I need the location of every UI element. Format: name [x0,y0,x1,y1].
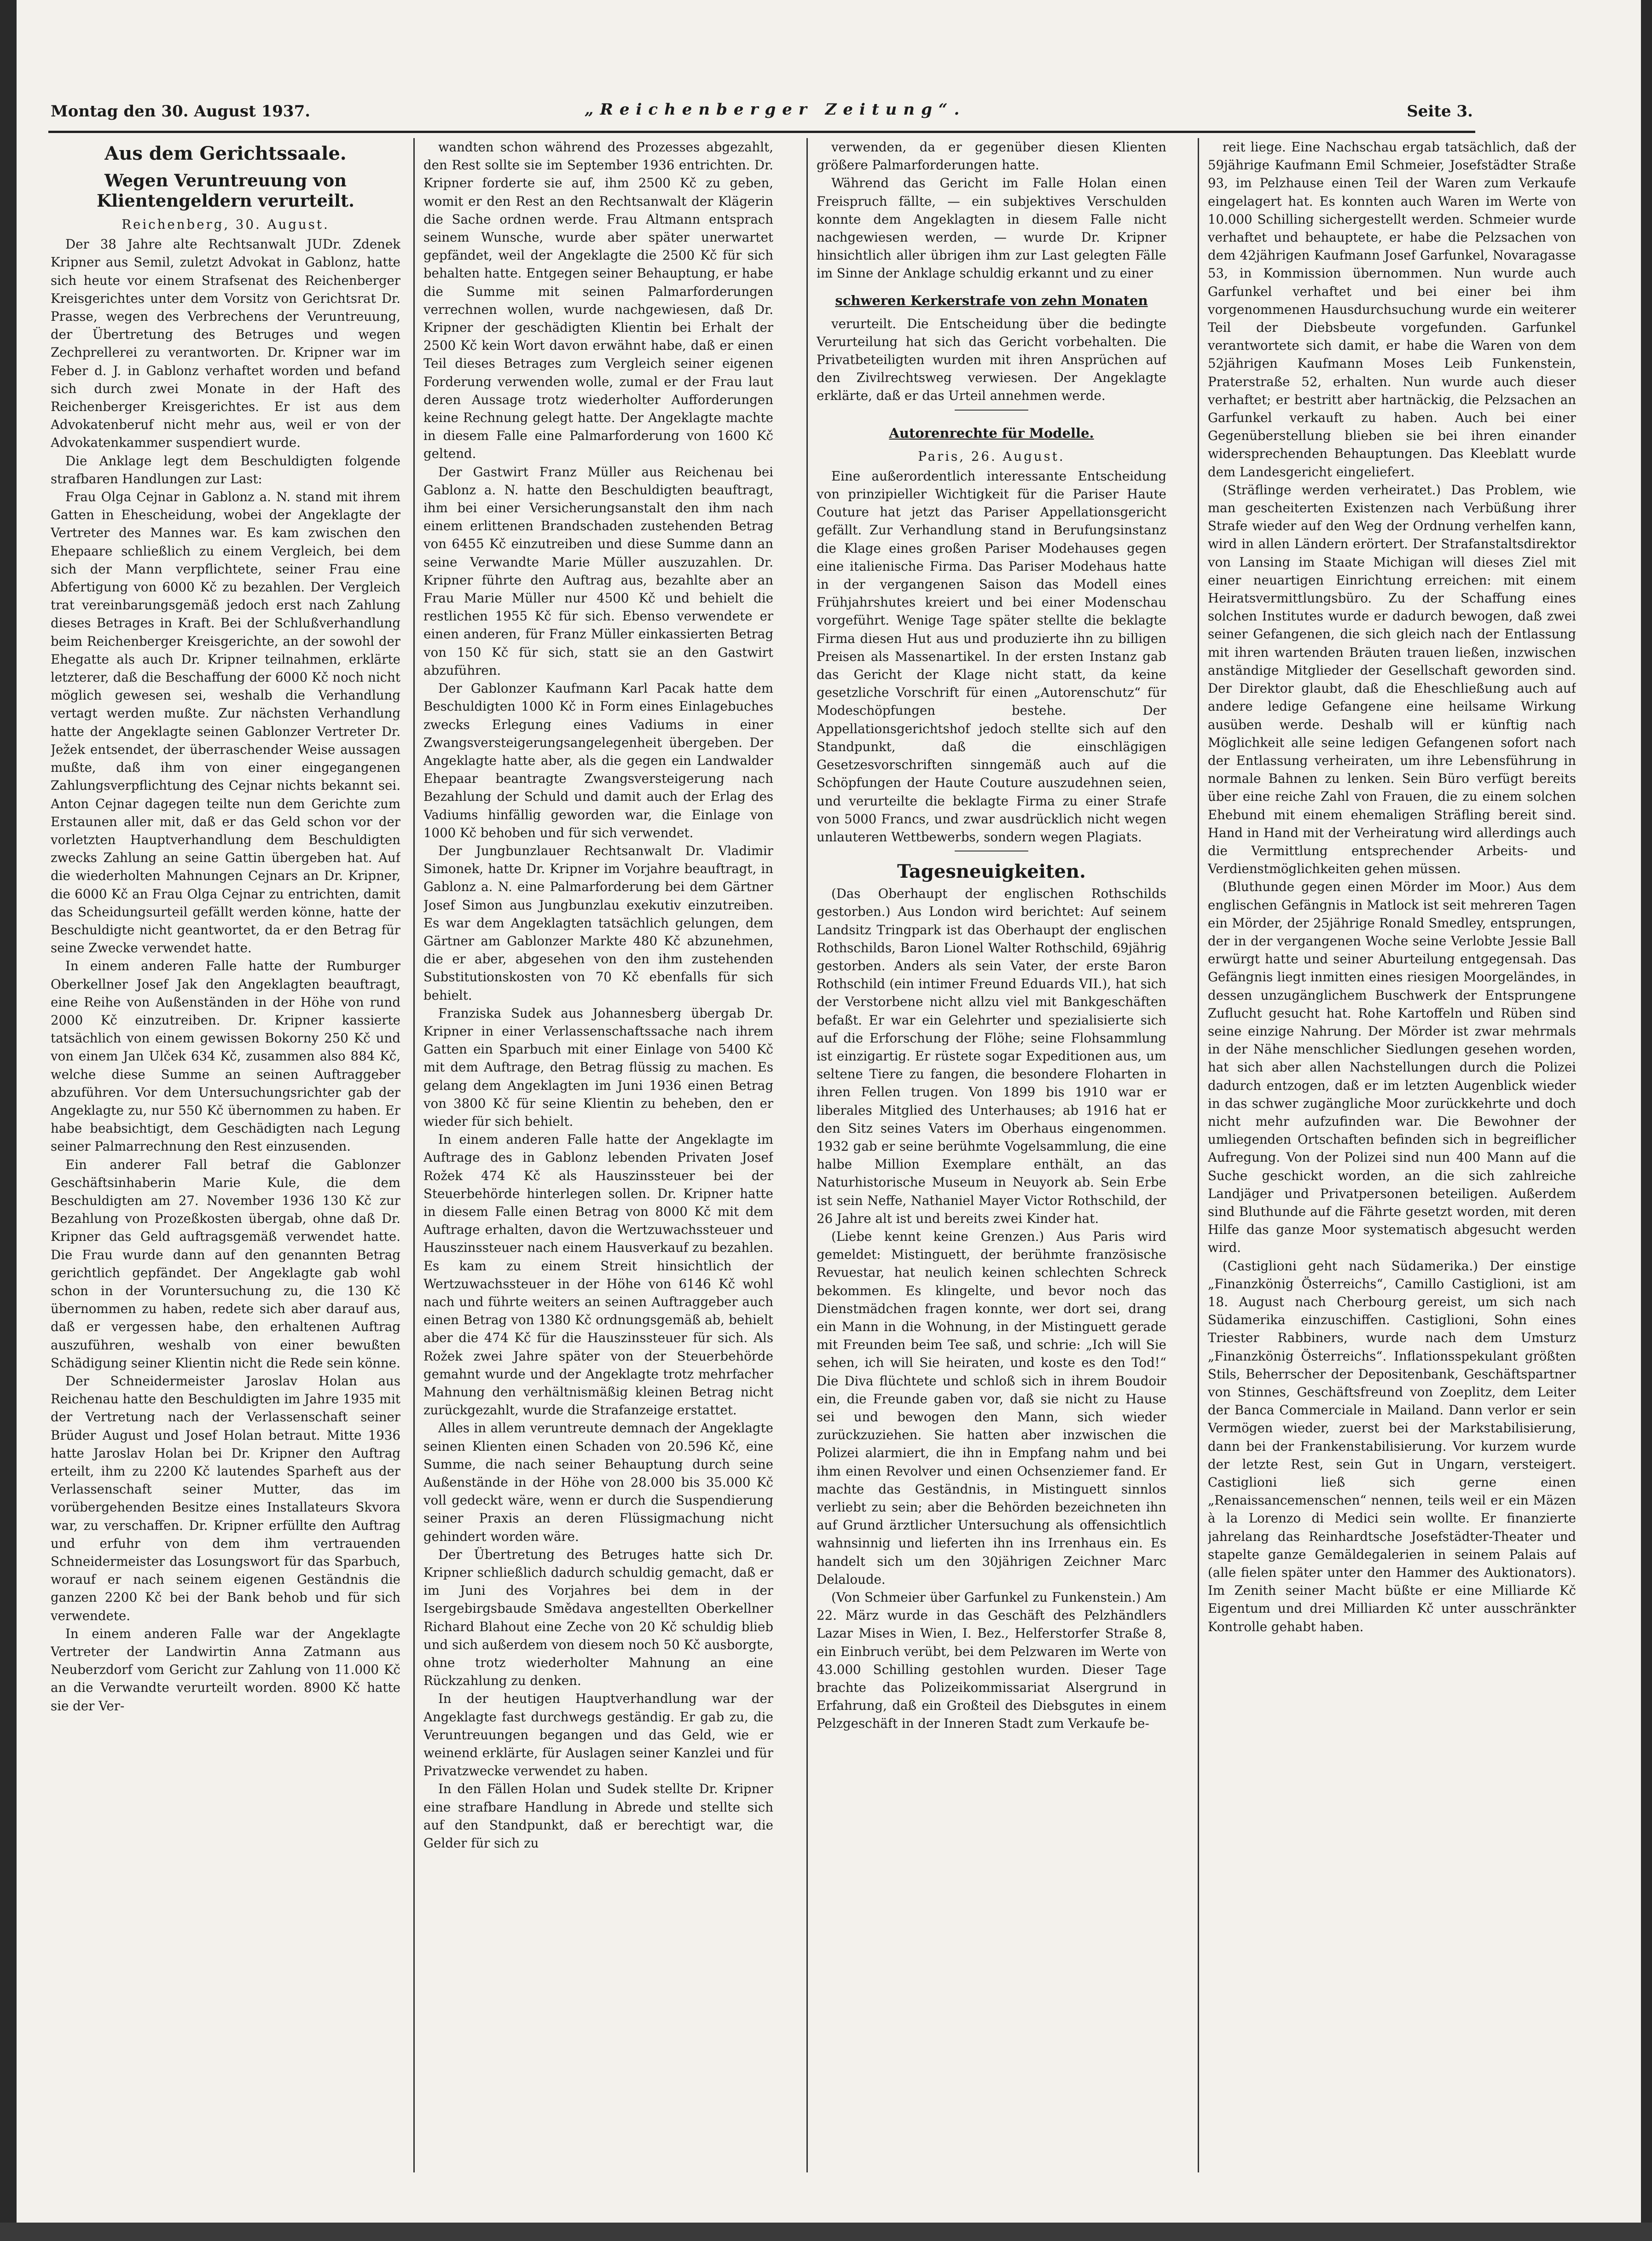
article-subhead: Autorenrechte für Modelle. [889,425,1094,441]
article-paragraph: Der Gablonzer Kaufmann Karl Pacak hatte dem Beschuldigten 1000 Kč in Form eines Einlagebuches zwecks Erlegung eines Vadiums in einer Zwangsversteigerungsangelegenheit übergeben. Der Angeklagte hatte aber, als die gegen ein Landwalder Ehepaar beantragte Zwangsversteigerung nach Bezahlung der Schuld und damit auch der Erlag des Vadiums hinfällig geworden war, die Einlage von 1000 Kč behoben und für sich verwendet. [423,681,773,840]
article-paragraph: (Bluthunde gegen einen Mörder im Moor.) Aus dem englischen Gefängnis in Matlock ist seit mehreren Tagen ein Mörder, der 25jährige Ronald Smedley, entsprungen, der in der vergangenen Woche seine Verlobte Jessie Ball erwürgt hatte und seiner Aburteilung entgegensah. Das Gefängnis liegt inmitten eines riesigen Moorgeländes, in dessen unzugänglichem Buschwerk der Entsprungene Zuflucht gesucht hat. Rohe Kartoffeln und Rüben sind seine einzige Nahrung. Der Mörder ist zwar mehrmals in der Nähe menschlicher Siedlungen gesehen worden, hat sich aber allen Nachstellungen durch die Polizei dadurch entzogen, daß er im letzten Augenblick wieder in das schwer zugängliche Moor zurückkehrte und doch nicht mehr aufzufinden war. Die Bewohner der umliegenden Ortschaften befinden sich in begreiflicher Aufregung. Von der Polizei sind nun 400 Mann auf die Suche geschickt worden, an die sich zahlreiche Landjäger und Privatpersonen beteiligen. Außerdem sind Bluthunde auf die Fährte gesetzt worden, mit deren Hilfe das ganze Moor systematisch abgesucht werden wird. [1208,879,1576,1256]
section-rule-line [955,410,1028,411]
article-paragraph: wandten schon während des Prozesses abgezahlt, den Rest sollte sie im September 1936 entrichten. Dr. Kripner forderte sie auf, ihm 2500 Kč zu geben, womit er den Rest an den Rechtsanwalt der Klägerin die Sache ordnen werde. Frau Altmann entsprach seinem Wunsche, wurde aber später unerwartet gepfändet, weil der Angeklagte die 2500 Kč für sich behalten hatte. Entgegen seiner Behauptung, er habe die Summe mit seinen Palmarforderungen verrechnen wollen, wurde nachgewiesen, daß Dr. Kripner der geschädigten Klientin bei Erhalt der 2500 Kč kein Wort davon erwähnt habe, daß er einen Teil dieses Betrages zum Vergleich seiner eigenen Forderung verwenden wolle, zumal er der Frau laut deren Aussage trotz wiederholter Aufforderungen keine Rechnung gelegt hatte. Der Angeklagte machte in diesem Falle eine Palmarforderung von 1600 Kč geltend. [423,139,773,462]
article-paragraph: reit liege. Eine Nachschau ergab tatsächlich, daß der 59jährige Kaufmann Emil Schmeier, Josefstädter Straße 93, im Pelzhause einen Teil der Waren zum Verkaufe eingelagert hat. Es konnten auch Waren im Werte von 10.000 Schilling sichergestellt werden. Schmeier wurde verhaftet und behauptete, er habe die Pelzsachen von dem 42jährigen Kaufmann Josef Garfunkel, Novaragasse 53, in Kommission übernommen. Nun wurde auch Garfunkel verhaftet und bei einer bei ihm vorgenommenen Hausdurchsuchung wurde ein weiterer Teil der Diebsbeute vorgefunden. Garfunkel verantwortete sich damit, er habe die Waren von dem 52jährigen Kaufmann Moses Leib Funkenstein, Praterstraße 52, erhalten. Nun wurde auch dieser verhaftet; er bestritt aber hartnäckig, die Pelzsachen an Garfunkel verkauft zu haben. Auch bei einer Gegenüberstellung blieben sie bei ihren einander widersprechenden Behauptungen. Das Kleeblatt wurde dem Landesgericht eingeliefert. [1208,139,1576,480]
article-paragraph: Frau Olga Cejnar in Gablonz a. N. stand mit ihrem Gatten in Ehescheidung, wobei der Angeklagte der Vertreter des Mannes war. Es kam zwischen den Ehepaare schließlich zu einem Vergleich, bei dem sich der Mann verpflichtete, seiner Frau eine Abfertigung von 6000 Kč zu bezahlen. Der Vergleich trat vereinbarungsgemäß jedoch erst nach Zahlung dieses Betrages in Kraft. Bei der Schlußverhandlung beim Reichenberger Kreisgerichte, an der sowohl der Ehegatte als auch Dr. Kripner teilnahmen, erklärte letzterer, daß die Beschaffung der 6000 Kč noch nicht möglich gewesen sei, weshalb die Verhandlung vertagt werden mußte. Zur nächsten Verhandlung hatte der Angeklagte seinen Gablonzer Vertreter Dr. Ježek entsendet, der überraschender Weise aussagen mußte, daß ihm von einer eingegangenen Zahlungsverpflichtung des Cejnar nichts bekannt sei. Anton Cejnar dagegen teilte nun dem Gerichte zum Erstaunen aller mit, daß er das Geld schon vor der vorletzten Hauptverhandlung dem Beschuldigten zwecks Zahlung an seine Gattin übergeben hat. Auf die wiederholten Mahnungen Cejnars an Dr. Kripner, die 6000 Kč an Frau Olga Cejnar zu entrichten, damit das Scheidungsurteil gefällt werden könne, hatte der Beschuldigte nicht geantwortet, da er den Betrag für seine Zwecke verwendet hatte. [51,489,400,956]
article-paragraph: Ein anderer Fall betraf die Gablonzer Geschäftsinhaberin Marie Kule, die dem Beschuldigten am 27. November 1936 130 Kč zur Bezahlung von Prozeßkosten übergab, ohne daß Dr. Kripner das Geld auftragsgemäß verwendet hatte. Die Frau wurde dann auf den genannten Betrag gerichtlich gepfändet. Der Angeklagte gab wohl schon in der Voruntersuchung zu, die 130 Kč übernommen zu haben, redete sich aber darauf aus, daß er vergessen habe, den erhaltenen Auftrag auszuführen, weshalb von einer bewußten Schädigung seiner Klientin nicht die Rede sein könne. [51,1157,400,1371]
article-paragraph: In den Fällen Holan und Sudek stellte Dr. Kripner eine strafbare Handlung in Abrede und stellte sich auf den Standpunkt, daß er berechtigt war, die Gelder für sich zu [423,1781,773,1851]
column-divider [1198,138,1199,2172]
article-paragraph: In einem anderen Falle hatte der Rumburger Oberkellner Josef Jak den Angeklagten beauftragt, eine Reihe von Außenständen in der Höhe von rund 2000 Kč einzutreiben. Dr. Kripner kassierte tatsächlich von einem gewissen Bokorny 250 Kč und von einem Jan Ulček 634 Kč, zusammen also 884 Kč, welche diese Summe an seinen Auftraggeber abzuführen. Vor dem Untersuchungsrichter gab der Angeklagte zu, nur 550 Kč übernommen zu haben. Er habe beabsichtigt, dem Geschädigten nach Legung seiner Palmarrechnung den Rest einzusenden. [51,958,400,1154]
scan-edge-left [0,0,17,2241]
column-1 [51,138,400,2172]
article-dateline: Reichenberg, 30. August. [122,217,330,232]
article-paragraph: Die Anklage legt dem Beschuldigten folgende strafbaren Handlungen zur Last: [51,453,400,486]
article-subhead: schweren Kerkerstrafe von zehn Monaten [835,292,1148,308]
article-paragraph: (Das Oberhaupt der englischen Rothschilds gestorben.) Aus London wird berichtet: Auf seinem Landsitz Tringpark ist das Oberhaupt der englischen Rothschilds, Baron Lionel Walter Rothschild, 69jährig gestorben. Anders als sein Vater, der erste Baron Rothschild (ein intimer Freund Eduards VII.), hat sich der Verstorbene nicht allzu viel mit Bankgeschäften befaßt. Er war ein Gelehrter und spezialisierte sich auf die Erforschung der Flöhe; seine Flohsammlung ist einzigartig. Er rüstete sogar Expeditionen aus, um seltene Tiere zu fangen, die besondere Floharten in ihren Fellen trugen. Von 1899 bis 1910 war er liberales Mitglied des Unterhauses; ab 1916 hat er den Sitz seines Vaters im Oberhaus eingenommen. 1932 gab er seine berühmte Vogelsammlung, die eine halbe Million Exemplare enthält, an das Naturhistorische Museum in Neuyork ab. Sein Erbe ist sein Neffe, Nathaniel Mayer Victor Rothschild, der 26 Jahre alt ist und bereits zwei Kinder hat. [817,886,1166,1226]
header-rule [48,131,1475,133]
article-paragraph: In der heutigen Hauptverhandlung war der Angeklagte fast durchwegs geständig. Er gab zu, die Veruntreuungen begangen und das Geld, wie er weinend erklärte, für Auslagen seiner Kanzlei und für Privatzwecke verwendet zu haben. [423,1691,773,1779]
column-divider [806,138,808,2172]
article-paragraph: Franziska Sudek aus Johannesberg übergab Dr. Kripner in einer Verlassenschaftssache nach ihrem Gatten ein Sparbuch mit einer Einlage von 5400 Kč mit dem Auftrage, den Betrag flüssig zu machen. Es gelang dem Angeklagten im Juni 1936 einen Betrag von 3800 Kč für seine Klientin zu beheben, den er wieder für sich behielt. [423,1005,773,1129]
section-title: Tagesneuigkeiten. [897,861,1086,883]
section-rule [817,405,1166,415]
article-paragraph: Der Jungbunzlauer Rechtsanwalt Dr. Vladimir Simonek, hatte Dr. Kripner im Vorjahre beauftragt, in Gablonz a. N. eine Palmarforderung bei dem Gärtner Josef Simon aus Jungbunzlau exekutiv einzutreiben. Es war dem Angeklagten tatsächlich gelungen, dem Gärtner am Gablonzer Markte 480 Kč abzunehmen, die er aber, abgesehen von den ihm zustehenden Substitutionskosten von 70 Kč ebenfalls für sich behielt. [423,843,773,1003]
section-title: Aus dem Gerichtssaale. [104,143,347,164]
page-number: Seite 3. [1407,102,1473,121]
article-paragraph: verwenden, da er gegenüber diesen Klienten größere Palmarforderungen hatte. [817,139,1166,173]
column-divider [413,138,415,2172]
article-paragraph: Alles in allem veruntreute demnach der Angeklagte seinen Klienten einen Schaden von 20.596 Kč, eine Summe, die nach seiner Behauptung durch seine Außenstände in der Höhe von 28.000 bis 35.000 Kč voll gedeckt wäre, wenn er durch die Suspendierung seiner Praxis an deren Flüssigmachung nicht gehindert worden wäre. [423,1420,773,1544]
article-paragraph: (Castiglioni geht nach Südamerika.) Der einstige „Finanzkönig Österreichs“, Camillo Castiglioni, ist am 18. August nach Cherbourg gereist, um sich nach Südamerika einzuschiffen. Castiglioni, Sohn eines Triester Rabbiners, wurde nach dem Umsturz „Finanzkönig Österreichs“. Inflationsspekulant größten Stils, Beherrscher der Depositenbank, Geschäftspartner von Stinnes, Geschäftsfreund von Zoeplitz, dem Leiter der Banca Commerciale in Mailand. Dann verlor er sein Vermögen wieder, zuerst bei der Markstabilisierung, dann bei der Frankenstabilisierung. Vor kurzem wurde der letzte Rest, sein Gut in Ungarn, versteigert. Castiglioni ließ sich gerne einen „Renaissancemenschen“ nennen, teils weil er ein Mäzen à la Lorenzo di Medici sein wollte. Er finanzierte jahrelang das Reinhardtsche Josefstädter-Theater und stapelte ganze Gemäldegalerien in seinem Palais auf (alle fielen später unter den Hammer des Auktionators). Im Zenith seiner Macht büßte er eine Milliarde Kč Eigentum und drei Milliarden Kč unter ausschränkter Kontrolle gehabt haben. [1208,1258,1576,1634]
column-2 [423,138,773,2172]
article-paragraph: verurteilt. Die Entscheidung über die bedingte Verurteilung hat sich das Gericht vorbehalten. Die Privatbeteiligten wurden mit ihren Ansprüchen auf den Zivilrechtsweg verwiesen. Der Angeklagte erklärte, daß er das Urteil annehmen werde. [817,316,1166,404]
article-paragraph: Der 38 Jahre alte Rechtsanwalt JUDr. Zdenek Kripner aus Semil, zuletzt Advokat in Gablonz, hatte sich heute vor einem Strafsenat des Reichenberger Kreisgerichtes unter dem Vorsitz von Gerichtsrat Dr. Prasse, wegen des Verbrechens der Veruntreuung, der Übertretung des Betruges und wegen Zechprellerei zu verantworten. Dr. Kripner war im Feber d. J. in Gablonz verhaftet worden und befand sich durch zwei Monate in der Haft des Reichenberger Kreisgerichtes. Er ist aus dem Advokatenberuf nicht mehr aus, weil er von der Advokatenkammer suspendiert wurde. [51,237,400,451]
article-paragraph: Der Gastwirt Franz Müller aus Reichenau bei Gablonz a. N. hatte den Beschuldigten beauftragt, ihm bei einer Versicherungsanstalt den ihm nach einem erlittenen Brandschaden zustehenden Betrag von 6455 Kč einzutreiben und diese Summe dann an seine Verwandte Marie Müller auszuzahlen. Dr. Kripner führte den Auftrag aus, bezahlte aber an Frau Marie Müller nur 4500 Kč und behielt die restlichen 1955 Kč für sich. Ebenso verwendete er einen anderen, für Franz Müller einkassierten Betrag von 150 Kč für sich, statt sie an den Gastwirt abzuführen. [423,464,773,678]
issue-date: Montag den 30. August 1937. [51,102,311,121]
article-paragraph: (Sträflinge werden verheiratet.) Das Problem, wie man gescheiterten Existenzen nach Verbüßung ihrer Strafe wieder auf den Weg der Ordnung verhelfen kann, wird in allen Ländern erörtert. Der Strafanstaltsdirektor von Lansing im Staate Michigan will dieses Ziel mit einer neuartigen Einrichtung erreichen: mit einem Heiratsvermittlungsbüro. Zu der Schaffung eines solchen Institutes wurde er dadurch bewogen, daß zwei seiner Gefangenen, die sich gleich nach der Entlassung mit ihren wartenden Bräuten trauen ließen, inzwischen anständige Mitglieder der Gesellschaft geworden sind. Der Direktor glaubt, daß die Eheschließung auch auf andere ledige Gefangene eine heilsame Wirkung ausüben werde. Deshalb will er künftig nach Möglichkeit alle seine ledigen Gefangenen sofort nach der Entlassung verheiraten, um ihre Lebensführung in normale Bahnen zu lenken. Sein Büro verfügt bereits über eine reiche Zahl von Frauen, die zu einem solchen Ehebund mit einem ehemaligen Sträfling bereit sind. Hand in Hand mit der Verheiratung wird allerdings auch die Vermittlung entsprechender Arbeits- und Verdienstmöglichkeiten gehen müssen. [1208,482,1576,877]
scan-edge-right [1641,0,1652,2241]
article-dateline: Paris, 26. August. [918,448,1065,464]
page-header [51,98,1473,127]
article-paragraph: (Liebe kennt keine Grenzen.) Aus Paris wird gemeldet: Mistinguett, der berühmte französische Revuestar, hat neulich keinen schlechten Schreck bekommen. Es klingelte, und bevor noch das Dienstmädchen fragen konnte, wer dort sei, drang ein Mann in die Wohnung, in der Mistinguett gerade mit Freunden beim Tee saß, und schrie: „Ich will Sie sehen, ich will Sie heiraten, und koste es den Tod!“ Die Diva flüchtete und schloß sich in ihrem Boudoir ein, die Freunde gaben vor, daß sie nicht zu Hause sei und bewogen den Mann, sich wieder zurückzuziehen. Sie hatten aber inzwischen die Polizei alarmiert, die ihn in Empfang nahm und bei ihm einen Revolver und einen Ochsenziemer fand. Er machte das Geständnis, in Mistinguett sinnlos verliebt zu sein; aber die Behörden bezeichneten ihn auf Grund ärztlicher Untersuchung als offensichtlich wahnsinnig und lieferten ihn ins Irrenhaus ein. Es handelt sich um den 30jährigen Zeichner Marc Delaloude. [817,1228,1166,1587]
article-paragraph: In einem anderen Falle war der Angeklagte Vertreter der Landwirtin Anna Zatmann aus Neuberzdorf vom Gericht zur Zahlung von 11.000 Kč an die Verwandte verurteilt worden. 8900 Kč hatte sie der Ver- [51,1626,400,1714]
article-paragraph: Der Übertretung des Betruges hatte sich Dr. Kripner schließlich dadurch schuldig gemacht, daß er im Juni des Vorjahres bei dem in der Isergebirgsbaude Smědava angestellten Oberkellner Richard Blahout eine Zeche von 20 Kč schuldig blieb und sich außerdem von diesem noch 50 Kč ausborgte, ohne trotz wiederholter Mahnung an eine Rückzahlung zu denken. [423,1546,773,1689]
article-paragraph: Eine außerordentlich interessante Entscheidung von prinzipieller Wichtigkeit für die Pariser Haute Couture hat jetzt das Pariser Appellationsgericht gefällt. Zur Verhandlung stand in Berufungsinstanz die Klage eines großen Pariser Modehauses gegen eine italienische Firma. Das Pariser Modehaus hatte in der vergangenen Saison das Modell eines Frühjahrshutes kreiert und bei einer Modenschau vorgeführt. Wenige Tage später stellte die beklagte Firma diesen Hut aus und produzierte ihn zu billigen Preisen als Massenartikel. In der ersten Instanz gab das Gericht der Klage nicht statt, da keine gesetzliche Vorschrift für einen „Autorenschutz“ für Modeschöpfungen bestehe. Der Appellationsgerichtshof jedoch stellte sich auf den Standpunkt, daß die einschlägigen Gesetzesvorschriften sinngemäß auch auf die Schöpfungen der Haute Couture auszudehnen seien, und verurteilte die beklagte Firma zu einer Strafe von 5000 Francs, und zwar ausdrücklich nicht wegen unlauteren Wettbewerbs, sondern wegen Plagiats. [817,468,1166,845]
scan-edge-bottom [0,2223,1652,2241]
newspaper-title: „Reichenberger Zeitung“. [585,100,966,119]
article-paragraph: (Von Schmeier über Garfunkel zu Funkenstein.) Am 22. März wurde in das Geschäft des Pelzhändlers Lazar Mises in Wien, I. Bez., Helferstorfer Straße 8, ein Einbruch verübt, bei dem Pelzwaren im Werte von 43.000 Schilling gestohlen wurden. Dieser Tage brachte das Polizeikommissariat Alsergrund in Erfahrung, daß ein Großteil des Diebsgutes in einem Pelzgeschäft in der Inneren Stadt zum Verkaufe be- [817,1590,1166,1731]
column-3 [817,138,1166,2172]
article-paragraph: In einem anderen Falle hatte der Angeklagte im Auftrage des in Gablonz lebenden Privaten Josef Rožek 474 Kč als Hauszinssteuer bei der Steuerbehörde hinterlegen sollen. Dr. Kripner hatte in diesem Falle einen Betrag von 8000 Kč mit dem Auftrage erhalten, davon die Wertzuwachssteuer und Hauszinssteuer nach einem Hausverkauf zu bezahlen. Es kam zu einem Streit hinsichtlich der Wertzuwachssteuer in der Höhe von 6146 Kč wohl nach und führte weiters an seinen Auftraggeber auch einen Betrag von 1380 Kč ordnungsgemäß ab, behielt aber die 474 Kč für die Hauszinssteuer für sich. Als Rožek zwei Jahre später von der Steuerbehörde gemahnt wurde und der Angeklagte trotz mehrfacher Mahnung den verhältnismäßig kleinen Betrag nicht zurückgezahlt, wurde die Strafanzeige erstattet. [423,1132,773,1418]
column-4 [1208,138,1576,2172]
article-paragraph: Der Schneidermeister Jaroslav Holan aus Reichenau hatte den Beschuldigten im Jahre 1935 mit der Vertretung nach der Verlassenschaft seiner Brüder August und Josef Holan betraut. Mitte 1936 hatte Jaroslav Holan bei Dr. Kripner den Auftrag erteilt, ihm zu 2200 Kč lautendes Sparheft aus der Verlassenschaft seiner Mutter, das im vorübergehenden Besitze eines Installateurs Skvora war, zu verschaffen. Dr. Kripner erfüllte den Auftrag und erfuhr von dem ihm vertrauenden Schneidermeister das Losungswort für das Sparbuch, worauf er nach seinem eigenen Geständnis die ganzen 2200 Kč bei der Bank behob und für sich verwendete. [51,1373,400,1623]
article-paragraph: Während das Gericht im Falle Holan einen Freispruch fällte, — ein subjektives Verschulden konnte dem Angeklagten in diesem Falle nicht nachgewiesen werden, — wurde Dr. Kripner hinsichtlich aller übrigen ihm zur Last gelegten Fälle im Sinne der Anklage schuldig erkannt und zu einer [817,175,1166,281]
article-headline: Wegen Veruntreuung von Klientengeldern verurteilt. [96,170,355,211]
section-rule [817,846,1166,856]
